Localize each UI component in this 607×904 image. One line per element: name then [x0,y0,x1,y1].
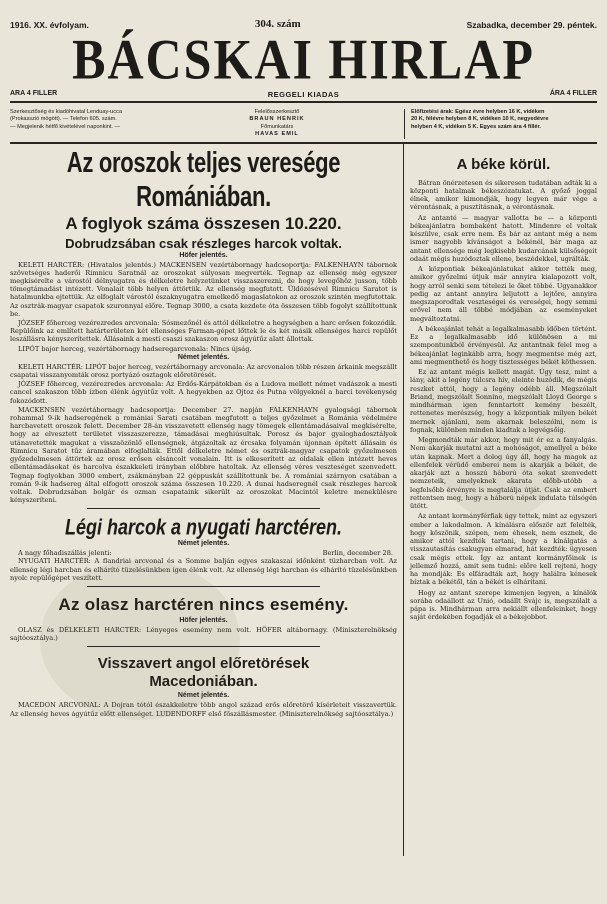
price-row [10,90,597,99]
subscription-line: Előfizetési árak: Egész évre helyben 16 K, vidéken [411,109,545,115]
side-paragraph: Hogy az antant szerepe kimenjen legyen, a kínálók sorába odaállott az Unió, odaállt Svájc is, megszólalt a pápa is. Mindhárman arra nekiállt ellenfeleinket, hogy saját érdekében fogadják el a békejobbot. [410,588,597,622]
date-line: Szabadka, december 29. péntek. [466,20,597,30]
air-battles-headline: Légi harcok a nyugati harctéren. [64,514,343,540]
article-paragraph: MACKENSEN vezértábornagy hadcsoportja: December 27. napján FALKENHAYN gyalogsági tábornok rohammal 9-ik hadseregének a romániai Sarati csatában megfutott a teljes győzelmet a Románia védelmére harcbavetett oroszok felett. December 28-án visszavetett ellenség nagy tömegek ellentámadásaival megkísérelte, hogy az elvesztett területet visszaszerezze, támadásai meghiúsultak. Porosz és bajor gyaloghadosztályok utánavetették magukat a visszaözönlő ellenségnek, átgázoltak az ércsaka folyamán újonnan épített állásain és Rimnicu Saratot tűz áramában elfoglalták. Ettől délkeletre német és osztrák-magyar csapatok győzelmesen győzedelmesen áttörtek az orosz erősen elsáncolt vonalain. Itt is elkeserített az oldalak ellen intézett heves ellentámadásokat és harcolva északkeleti irányban előbbre hatoltak. Az ellenség véres veszteséget szenvedett. Tegnap foglyokban 3000 embert, zsákmányban 22 géppuskát szállítottunk be. A romániai szárnyon csatában a román 9-ik hadsereg által elfogott oroszok száma összesen 10.220. A dunai hadseregnél csak részleges harcok voltak. Dobrudzsában bolgár és ozman csapataink sikerült az oroszokat Macintól keletre menekülésre kényszeríteni. [10,405,397,505]
article-paragraph: JÓZSEF főherceg vezérezredes arcvonala: Sósmezőnél és attól délkeletre a hegységben a harc erősen fokozódik. Repülőink az említett határterületen két ellenséges Farman-gépet lőttek le és két másik ellenséges harci repülőt leszállásra kényszerítettek. Állásaink a mesti csaszi szakaszon orosz ágyútűz alatt állottak. [10,319,397,344]
main-subheadline-2: Dobrudzsában csak részleges harcok voltak. [65,235,342,251]
edition-label: REGGELI KIADAS [267,90,340,99]
source-label: Német jelentés. [177,540,230,548]
main-subheadline: A foglyok száma összesen 10.220. [65,213,342,233]
article-paragraph: OLASZ és DÉLKELETI HARCTÉR: Lényeges esemény nem volt. HÖFER altábornagy. (Miniszterelnökség sajtóosztálya.) [10,625,397,643]
price-right: ÁRA 4 FILLER [549,90,597,97]
editor-label: Felelősszerkesztő [254,109,300,115]
editor-info [150,109,404,139]
coworker-name: HAVAS EMIL [255,131,299,138]
article-paragraph: KELETI HARCTÉR: LIPÓT bajor herceg, vezértábornagy arcvonala: Az arcvonalon több részen árkaink megszállt csapatai visszanyomták orosz portyázó osztagok előretörését. [10,362,397,380]
side-paragraph: Megmondták már akkor, hogy mit ér ez a fanyalgás. Nem akarják mutatni azt a mohóságot, amellyel a béke után kapnak. Mert a dolog úgy áll, hogy ha magok az ellenfelek vérüdő emberei nem is akarják a békét, de akarják azt a hosszú háború óta sokat szenvedett nemzeteik, amelyeknek akarata előbb-utóbb a legfelsőbb érvényre is megtalálja útját. Csak az embert rettentsen meg, hogy a háború népek indulata túlsógén ütött. [410,436,597,511]
editor-name: BRAUN HENRIK [249,116,305,123]
subscription-info [404,109,597,139]
side-paragraph: Az antanté — magyar vallotta be — a központi békeajánlatra bombaként hatott. Mindenre el voltak készülve, csak erre nem. És bár az antant még a nem ismer nagyobb kívánságot a békénél, bár maga az antant ellensége még legkisebb kudarcának külsőségeit odaát mégis huzódoztak ellene, beszédekkel, ugrálták. [410,213,597,263]
macedonia-headline-line1: Visszavert angol előretörések [97,655,310,673]
price-left: ARA 4 FILLER [10,90,58,97]
year-volume: 1916. XX. évfolyam. [10,20,89,30]
main-column [10,144,404,856]
coworker-label: Főmunkatárs [260,123,294,130]
main-headline: Az oroszok teljes veresége Romániában. [66,145,341,213]
info-bar [10,105,597,144]
dateline-left: A nagy főhadiszállás jelenti: [18,549,112,558]
masthead-title: BÁCSKAI HIRLAP [72,26,535,92]
office-info [10,109,150,139]
side-paragraph: Az antant kormányférfiak úgy tettek, mint az egyszeri ember a lakodalmon. A kínálásra először azt felelték, hogy köszönik, szépen, nem éhesek, nem esznek, de amikor attól kezdték tartani, hogy a kínálgatás a visszautasítás csakugyan elmarad, hát kezdték: ügyesen csak mégis ettek. Így az antant kormányfőinek is jellemző hozzá, amit sem tudni: előre kell rejteni, hogy ha mondják: Es elfáradták azt, hogy halálra kénesek bíztak a békétől, tán a békét is elhárítani. [410,512,597,587]
article-paragraph: MACEDON ARCVONAL: A Dojran tótól északkeletre több angol század erős előretörő kísérleteit visszavertük. Az ellenség heves ágyútűz előtt ellenséget. LUDENDORFF első főszállásmester. (Miniszterelnökség sajtóosztálya.) [10,701,397,718]
office-line: (Prokasszió mögött). — Telefon 605. szám. [10,116,117,123]
office-line: — Megjelenik hétfő kivételével naponkint. — [10,123,121,130]
macedonia-headline-line2: Macedoniában. [149,673,258,691]
dateline-right: Berlin, december 28. [322,549,393,558]
side-paragraph: Ez az antant mégis kellett magát. Úgy tesz, mint a lány, akit a legény túlcsra hív, eleinte huzódik, de mégis reszket attól, hogy a legény odébb áll. Megszólalt Briand, megszólalt Sonnino, megszólalt Lloyd George s mindhárman igen fenntartott kemény beszélt, rettenetes merészség, hogy a központiak milyen békét mernek ajánlani, nem akarnak beleszólni, nem is fognak, különben minden kiadtak a legvégsőig. [410,368,597,434]
article-paragraph: KELETI HARCTÉR: (Hivatalos jelentés.) MACKENSEN vezértábornagy hadcsoportja: FALKENHAYN tábornok szövetséges haderői Rimnicu Saratnál az oroszokat súlyosan megverték. Tegnap az ellenség még egyszer megkísérelte a várostól délnyugatra és délkeletre helyzetünket visszaszerezni, de hogy levegőhöz jusson, több tömegtámadást intézett. Vonalait több helyen áttörtük. Az ellenség megfutott. Üldözésével Rimnicu Saratot is hatalmunkba ejtettük. Az elfoglalt várostól északnyugatra emelkedő magaslatokon az oroszok szintén megfutottak. Az osztrák-magyar csapatok szuronnyal előre. Tegnap 3000, a csata kezdete óta összesen több fogolyt szállítottunk be. [10,260,397,318]
subscription-line: 20 K, félévre helyben 8 K, vidéken 10 K, negyedévre [411,116,549,123]
side-paragraph: A békeajánlat tehát a legalkalmasabb időben történt. Ez a legalkalmasabb idő különösen a mi szempontunkból érvényesül. Az antantnak felel meg a békeajánlat leginkább arra, hogy megmentse még azt, ami megmenthető és hogy tisztességes békét köthessen. [410,324,597,366]
source-label: Höfer jelentés. [179,616,228,624]
source-label: Német jelentés. [177,353,230,361]
office-line: Szerkesztőség és kiadóhivatal Lenduay-ucca [10,109,122,115]
side-paragraph: Bátran önérzetesen és sikeresen tudatában adták ki a központi hatalmak békeszózatukat. A győző joggal élnek, amikor kimondják, hogy legyen már vége a vérontásnak, a pusztításnak, a vérontásnak. [410,178,597,212]
article-paragraph: NYUGATI HARCTÉR: A flandriai arcvonal és a Somme balján egyes szakaszai időnként tüzharcban volt. Az ellenség légi harcban és elhárító tüzelésünkben igen élénk volt. Az ellenség légi harcban és elhárító tüzelésünkben nyolc repülőgépet veszített. [10,557,397,582]
italian-front-headline: Az olasz harctéren nincs esemény. [58,594,349,614]
source-label: Német jelentés. [177,692,230,700]
article-paragraph: LIPÓT bajor herceg, vezértábornagy hadseregarcvonala: Nincs újság. [18,344,252,353]
side-headline: A béke körül. [456,155,551,173]
subscription-line: helyben 4 K, vidéken 5 K. Egyes szám ára 4 fillér. [411,123,541,130]
side-paragraph: A központiak békeajánlatukat akkor tették meg, amikor győzelmi útjuk már annyira kialapozott volt, hogy arról senki sem tételezi le őket többé. Ugyanakkor pedig az antant annyira leljutott a lejtőre, annyira megszaporodtak veszteségei és vereségei, hogy semmi erővel nem áll többé módjában az eseményeket megváltoztatni. [410,265,597,323]
issue-number: 304. szám [254,18,301,30]
source-label: Höfer jelentés. [179,251,228,259]
article-paragraph: JÓZSEF főherceg, vezérezredes arcvonala: Az Erdős-Kárpátokban és a Ludova mellett német vadászok a mesti cancel szakaszon több ízben élénk ágyútűz volt. A hegyekben az Ojtoz és Putna völgyeknél a harci tevékenység fokozódott. [10,380,397,405]
